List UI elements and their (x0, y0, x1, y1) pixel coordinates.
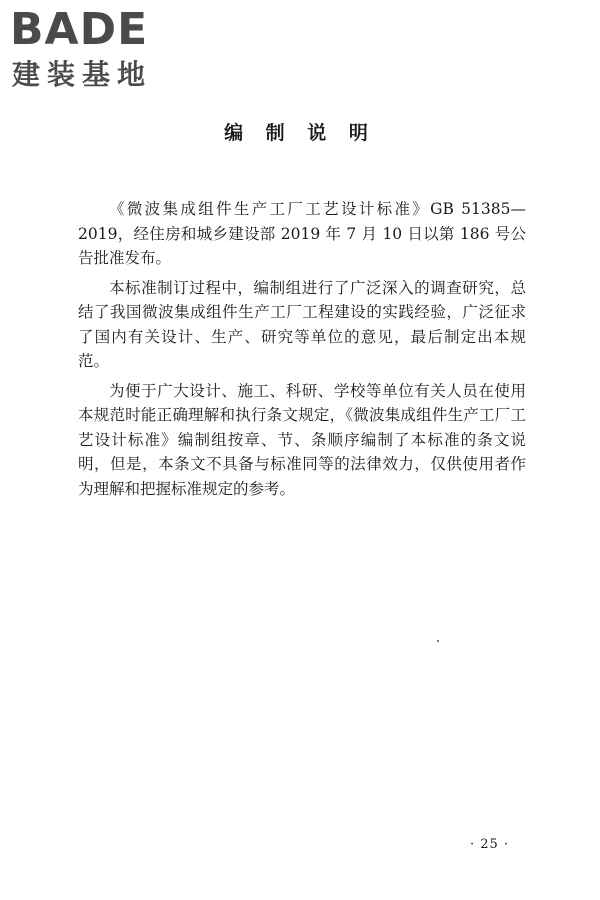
paragraph-1: 《微波集成组件生产工厂工艺设计标准》GB 51385—2019，经住房和城乡建设部 2019 年 7 月 10 日以第 186 号公告批准发布。 (78, 200, 526, 267)
paragraph-3: 为便于广大设计、施工、科研、学校等单位有关人员在使用本规范时能正确理解和执行条文规定，《微波集成组件生产工厂工艺设计标准》编制组按章、节、条顺序编制了本标准的条文说明，但是，本条文不具备与标准同等的法律效力，仅供使用者作为理解和把握标准规定的参考。 (78, 381, 526, 498)
body-text (78, 197, 526, 506)
logo-subtitle-text: 建装基地 (12, 58, 153, 91)
paragraph-2: 本标准制订过程中，编制组进行了广泛深入的调查研究，总结了我国微波集成组件生产工厂工程建设的实践经验，广泛征求了国内有关设计、生产、研究等单位的意见，最后制定出本规范。 (78, 278, 526, 370)
logo-brand-text: BADE (10, 4, 149, 55)
watermark-logo (10, 4, 175, 96)
stray-dot (437, 640, 439, 642)
page-title: 编 制 说 明 (224, 122, 376, 144)
page-number: · 25 · (470, 837, 510, 852)
